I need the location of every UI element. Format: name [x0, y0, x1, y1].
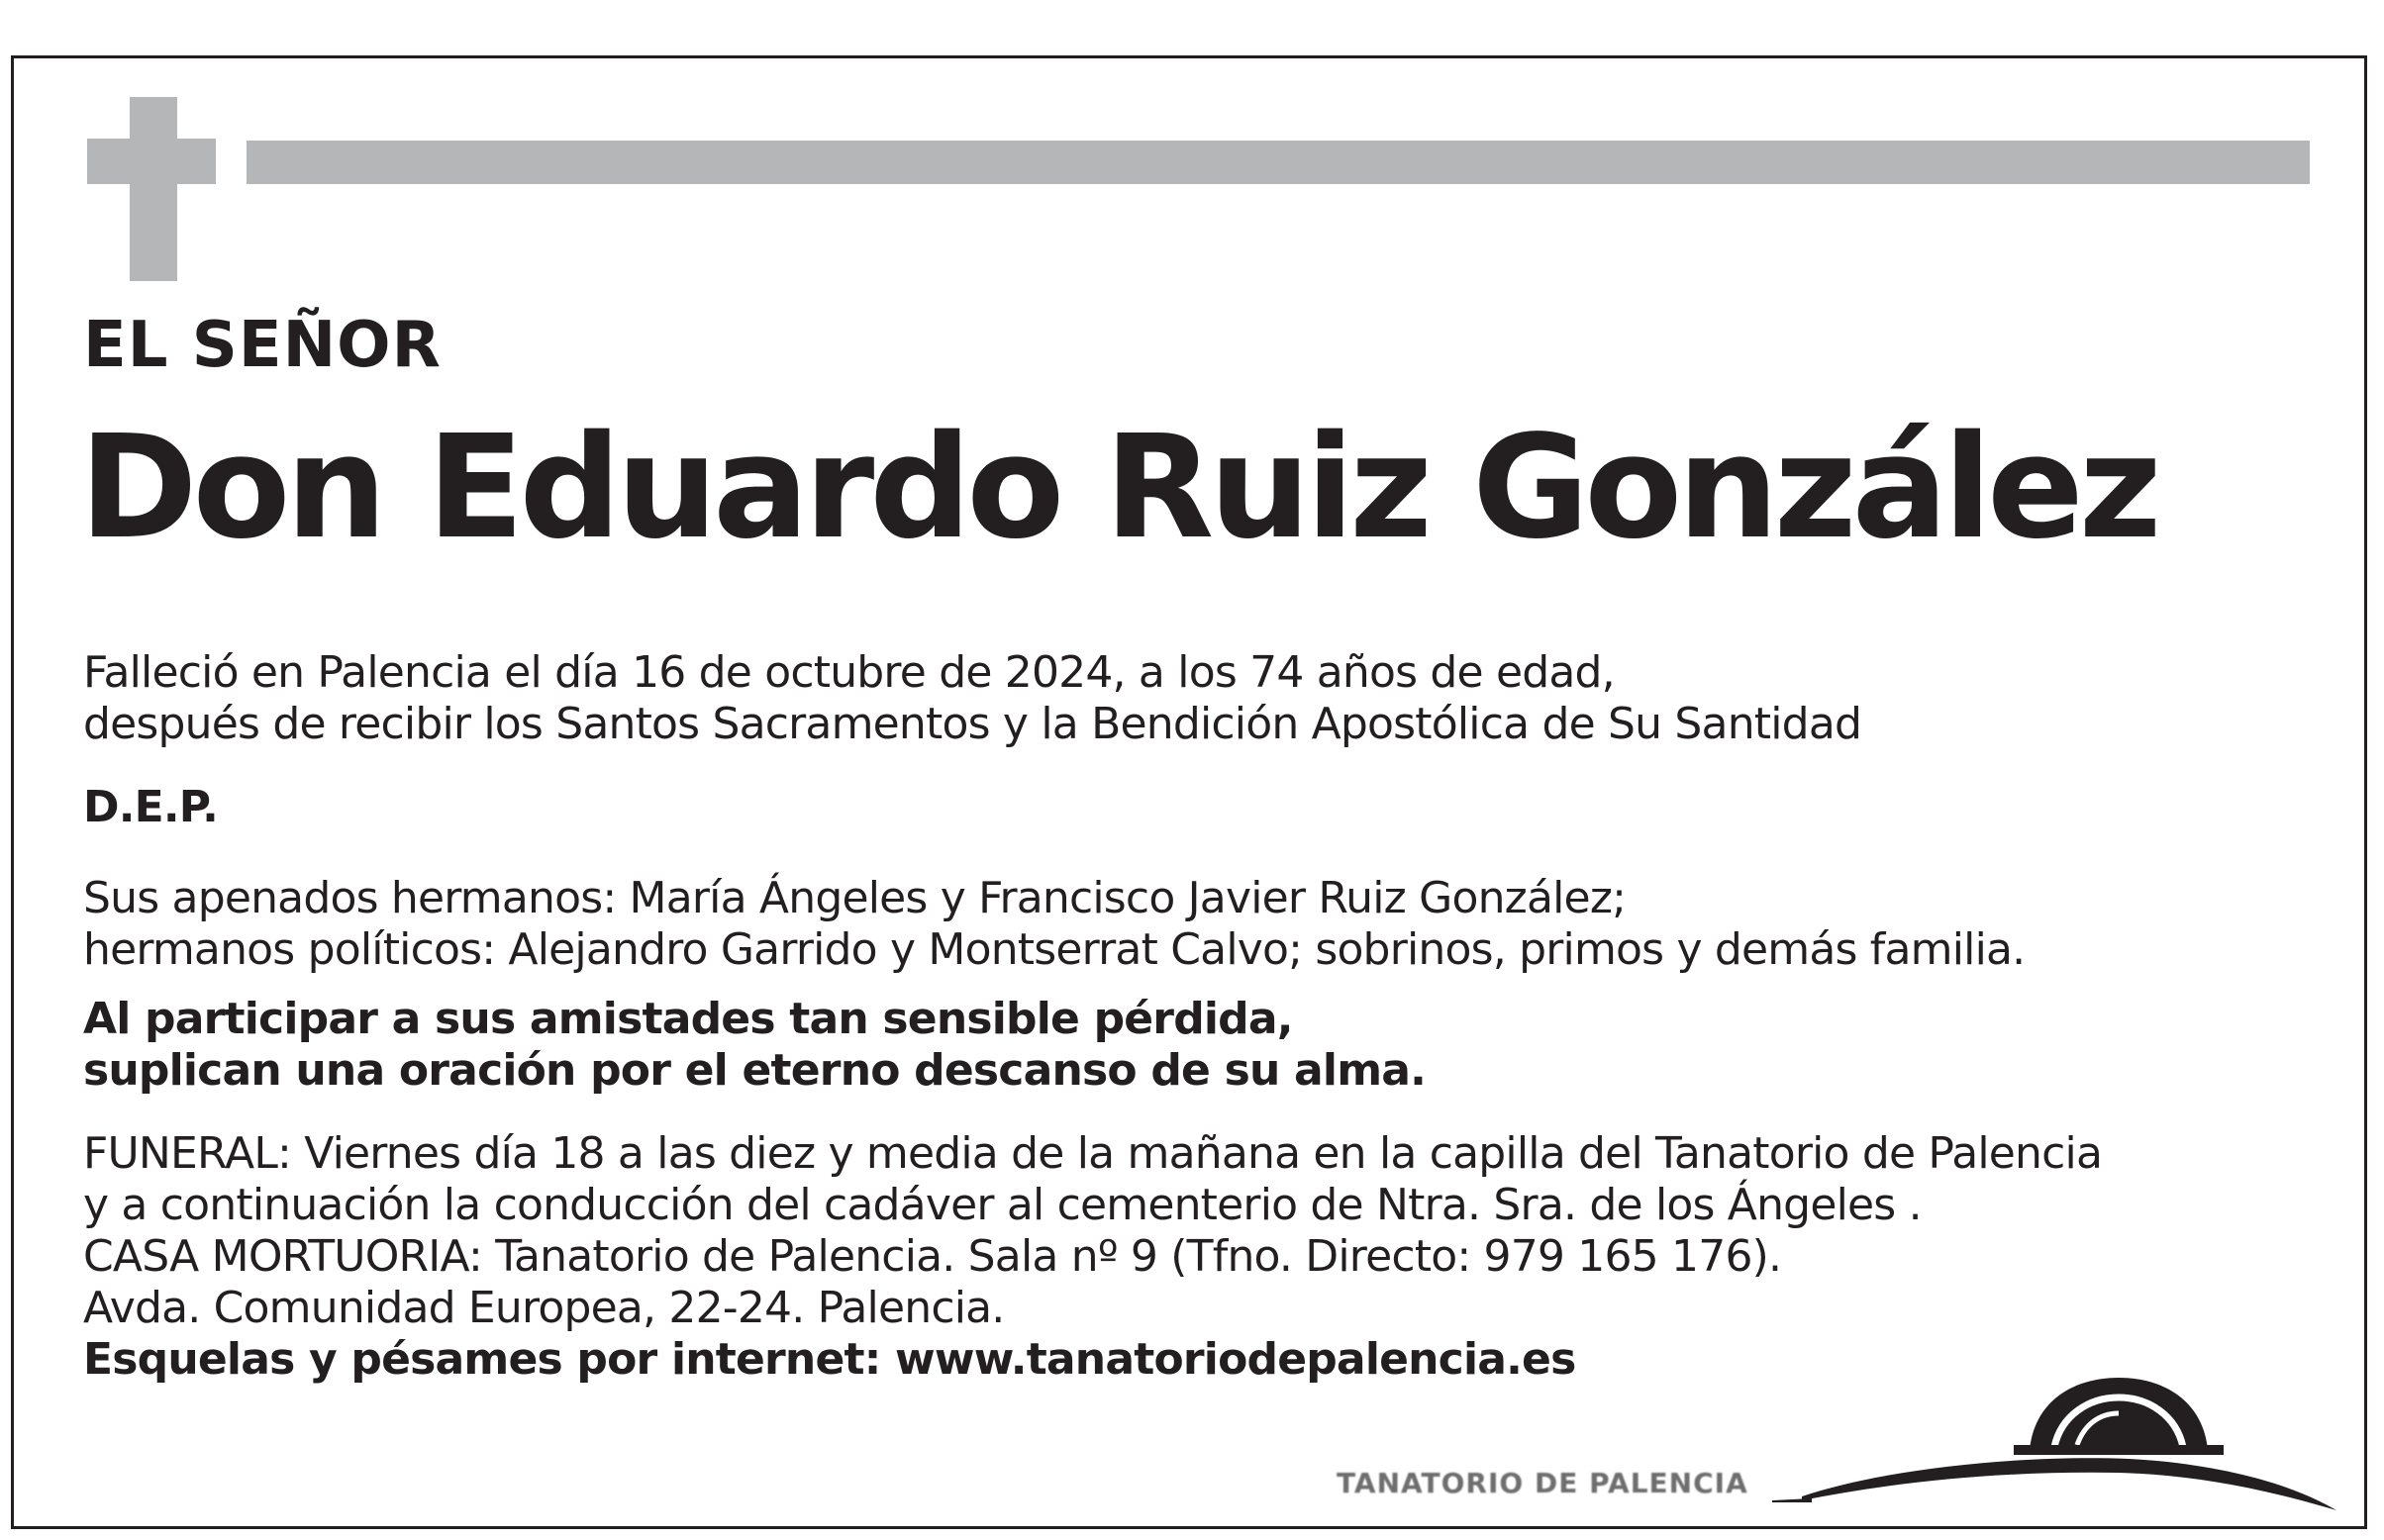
- family-line: hermanos políticos: Alejandro Garrido y Montserrat Calvo; sobrinos, primos y demás familia.: [83, 924, 2026, 975]
- death-announcement: [83, 647, 1861, 750]
- funeral-line: Avda. Comunidad Europea, 22-24. Palencia.: [83, 1283, 1005, 1333]
- death-line: Falleció en Palencia el día 16 de octubre de 2024, a los 74 años de edad,: [83, 647, 1615, 698]
- funeral-line: y a continuación la conducción del cadáver al cementerio de Ntra. Sra. de los Ángeles .: [83, 1180, 1922, 1230]
- logo-text: TANATORIO DE PALENCIA: [1337, 1467, 1748, 1499]
- funeral-line: CASA MORTUORIA: Tanatorio de Palencia. Sala nº 9 (Tfno. Directo: 979 165 176).: [83, 1231, 1782, 1282]
- prayer-request: [83, 994, 1426, 1097]
- deceased-name: Don Eduardo Ruiz González: [79, 404, 2157, 570]
- cross-icon: [130, 97, 177, 281]
- family-list: [83, 873, 2025, 976]
- death-line: después de recibir los Santos Sacramentos y la Bendición Apostólica de Su Santidad: [83, 699, 1862, 749]
- request-line: suplican una oración por el eterno descanso de su alma.: [83, 1045, 1427, 1096]
- internet-line: Esquelas y pésames por internet: www.tanatoriodepalencia.es: [83, 1334, 1576, 1385]
- tanatorio-logo: [1337, 1356, 2346, 1524]
- funeral-line: FUNERAL: Viernes día 18 a las diez y media de la mañana en la capilla del Tanatorio de Palencia: [83, 1128, 2103, 1179]
- title-label: EL SEÑOR: [83, 309, 442, 382]
- cross-icon-arm: [87, 139, 216, 184]
- funeral-details: [83, 1128, 2102, 1386]
- family-line: Sus apenados hermanos: María Ángeles y Francisco Javier Ruiz González;: [83, 873, 1627, 923]
- header-rule: [247, 141, 2310, 184]
- request-line: Al participar a sus amistades tan sensible pérdida,: [83, 994, 1293, 1044]
- dep-label: D.E.P.: [83, 782, 219, 832]
